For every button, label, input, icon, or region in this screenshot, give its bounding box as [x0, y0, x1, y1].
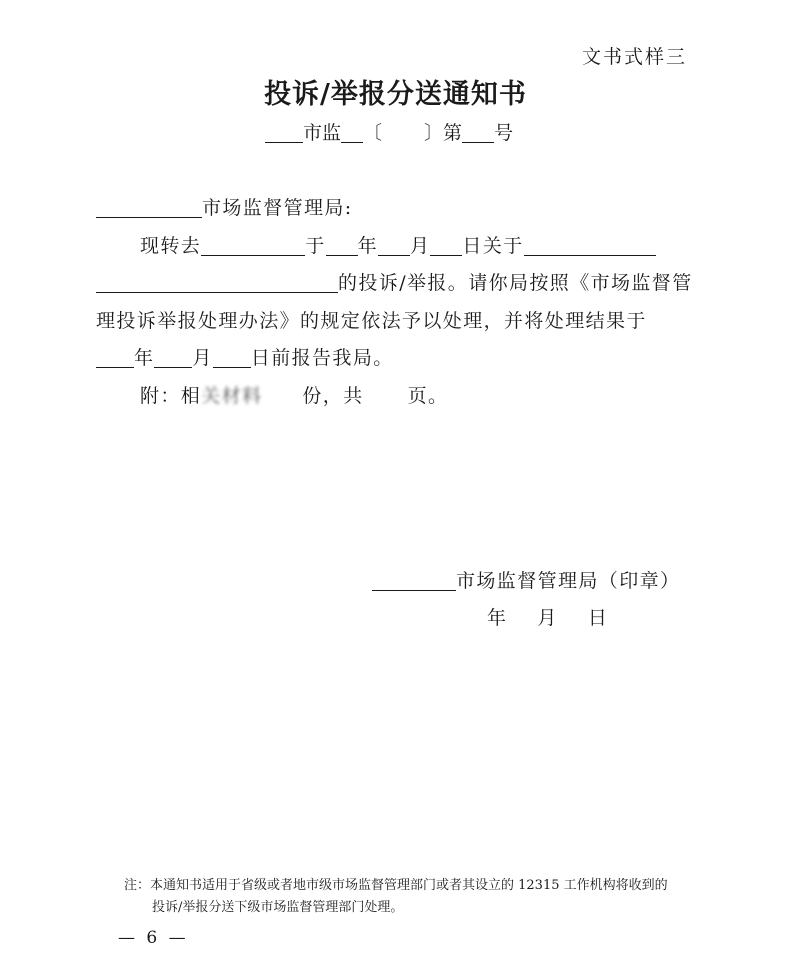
day-about-label: 日关于	[462, 235, 524, 257]
transfer-label: 现转去	[140, 235, 202, 257]
signature-month: 月	[537, 607, 558, 629]
month-label: 月	[410, 235, 431, 257]
pages-label: 页。	[407, 385, 449, 407]
doc-bracket-open: 〔	[363, 122, 383, 144]
blank-day-1[interactable]	[430, 235, 462, 256]
transfer-line	[140, 231, 656, 258]
signature-year: 年	[487, 607, 508, 629]
blank-recipient[interactable]	[96, 197, 202, 218]
attachment-label: 附：相	[140, 385, 202, 407]
copies-label: 份，共	[302, 385, 364, 407]
document-number	[265, 118, 513, 145]
signature-date	[487, 603, 608, 630]
recipient-suffix: 市场监督管理局:	[202, 197, 353, 219]
regulation-line: 理投诉举报处理办法》的规定依法予以处理，并将处理结果于	[96, 310, 647, 332]
doc-bracket-close: 〕	[424, 122, 444, 144]
complaint-line	[96, 268, 693, 295]
footnote-line-2: 投诉/举报分送下级市场监督管理部门处理。	[152, 900, 404, 915]
blank-complaint-subject[interactable]	[96, 272, 338, 293]
month-label-2: 月	[192, 347, 213, 369]
blank-signature-org[interactable]	[372, 570, 456, 591]
blank-city[interactable]	[265, 122, 303, 143]
signature-org: 市场监督管理局（印章）	[456, 570, 681, 592]
blank-day-2[interactable]	[213, 347, 251, 368]
signature-day: 日	[587, 607, 609, 629]
blank-number[interactable]	[462, 122, 494, 143]
blank-transferee[interactable]	[201, 235, 305, 256]
page-number: — 6 —	[118, 928, 189, 948]
page-title: 投诉/举报分送通知书	[264, 79, 527, 110]
blank-prefix[interactable]	[341, 122, 363, 143]
attachment-line	[140, 381, 448, 408]
sample-label: 文书式样三	[581, 46, 687, 68]
complaint-text: 的投诉/举报。请你局按照《市场监督管	[338, 272, 693, 294]
doc-hao: 号	[494, 122, 514, 144]
footnote-line-1: 注：本通知书适用于省级或者地市级市场监督管理部门或者其设立的 12315 工作机构将收到的	[124, 878, 668, 893]
doc-city-mark: 市监	[303, 122, 342, 144]
deadline-text: 日前报告我局。	[250, 347, 394, 369]
signature-org-line	[372, 566, 680, 593]
blank-month-1[interactable]	[378, 235, 410, 256]
recipient-line	[96, 193, 353, 220]
blank-month-2[interactable]	[154, 347, 192, 368]
attachment-blurred: 关材料	[201, 385, 263, 407]
year-label: 年	[357, 235, 379, 257]
year-label-2: 年	[134, 347, 155, 369]
deadline-line	[96, 343, 394, 370]
blank-year-1[interactable]	[326, 235, 358, 256]
doc-di: 第	[443, 122, 463, 144]
blank-subject[interactable]	[524, 235, 656, 256]
transfer-yu: 于	[305, 235, 326, 257]
blank-year-2[interactable]	[96, 347, 134, 368]
